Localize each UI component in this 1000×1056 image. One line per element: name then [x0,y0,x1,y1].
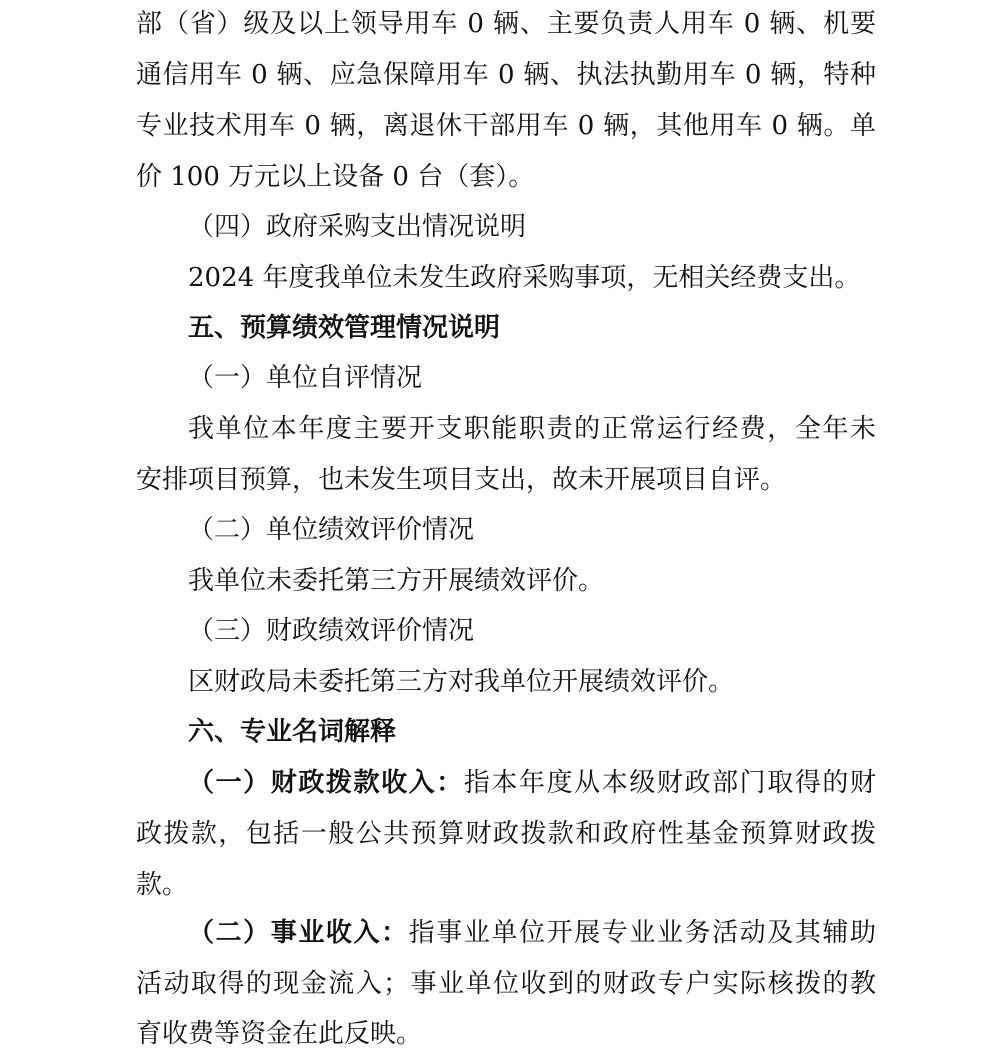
subsection-heading: （三）财政绩效评价情况 [188,616,475,646]
subsection-heading: （一）单位自评情况 [188,363,423,393]
term-definition-line [188,763,876,803]
subsection-heading: （四）政府采购支出情况说明 [188,212,527,242]
term-text: 指本年度从本级财政部门取得的财 [463,768,876,798]
term-label: （二）事业收入： [188,918,409,948]
paragraph-line: 我单位本年度主要开支职能职责的正常运行经费，全年未 [188,414,876,444]
paragraph-line: 我单位未委托第三方开展绩效评价。 [188,566,605,596]
subsection-heading: （二）单位绩效评价情况 [188,515,475,545]
section-heading: 五、预算绩效管理情况说明 [188,313,501,343]
paragraph-line: 专业技术用车 0 辆，离退休干部用车 0 辆，其他用车 0 辆。单 [136,111,876,141]
paragraph-line: 区财政局未委托第三方对我单位开展绩效评价。 [188,667,735,697]
paragraph-line: 款。 [136,870,189,900]
term-definition-line [188,913,876,953]
term-label: （一）财政拨款收入： [188,768,464,798]
paragraph-line: 安排项目预算，也未发生项目支出，故未开展项目自评。 [136,465,787,495]
section-heading: 六、专业名词解释 [188,717,397,747]
term-text: 指事业单位开展专业业务活动及其辅助 [408,918,876,948]
paragraph-line: 2024 年度我单位未发生政府采购事项，无相关经费支出。 [188,263,861,293]
paragraph-line: 部（省）级及以上领导用车 0 辆、主要负责人用车 0 辆、机要 [136,9,876,39]
paragraph-line: 育收费等资金在此反映。 [136,1019,423,1049]
paragraph-line: 政拨款，包括一般公共预算财政拨款和政府性基金预算财政拨 [136,819,876,849]
paragraph-line: 通信用车 0 辆、应急保障用车 0 辆、执法执勤用车 0 辆，特种 [136,60,876,90]
paragraph-line: 价 100 万元以上设备 0 台（套）。 [136,162,535,192]
paragraph-line: 活动取得的现金流入；事业单位收到的财政专户实际核拨的教 [136,969,876,999]
